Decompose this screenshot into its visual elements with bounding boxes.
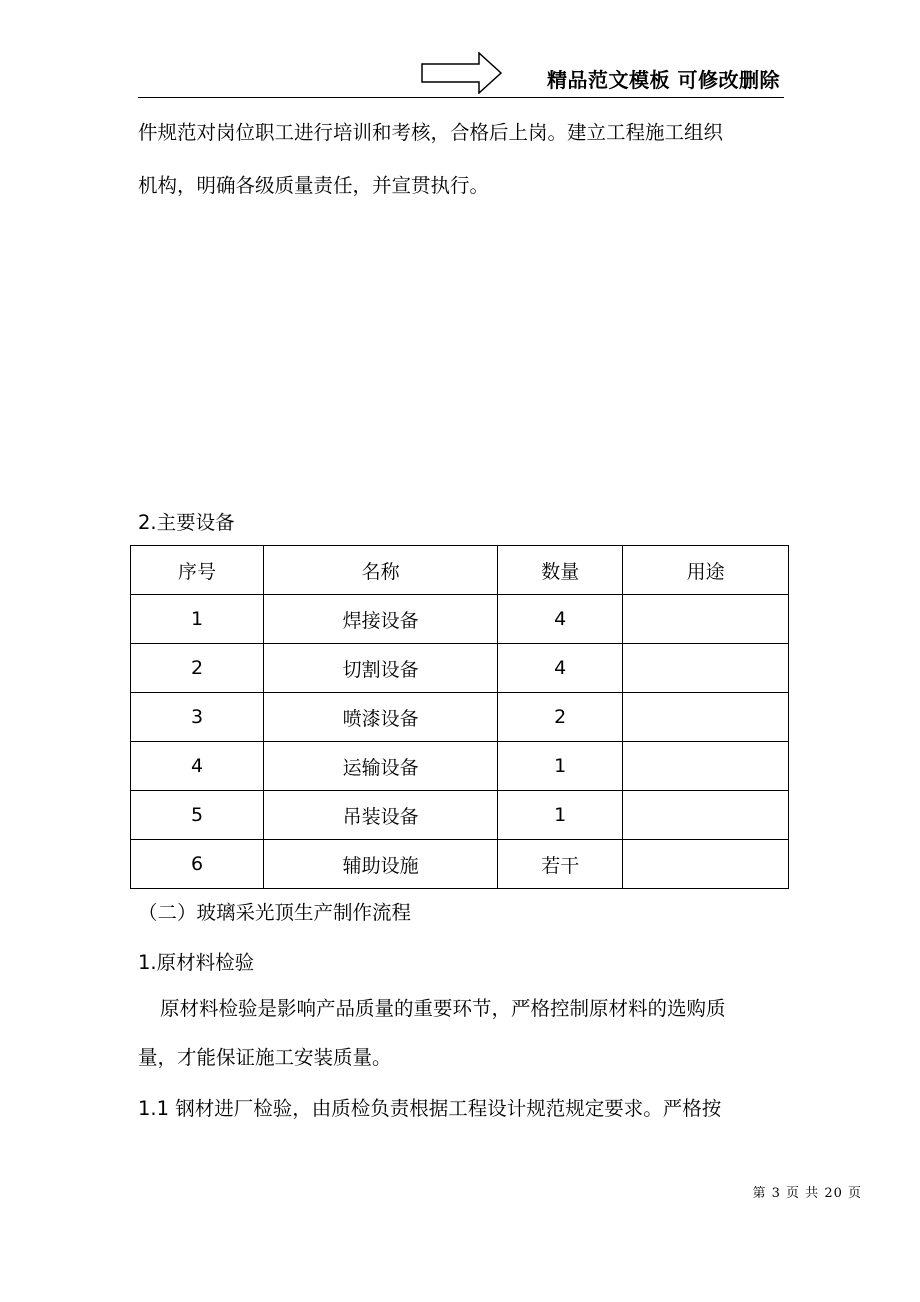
- process-sub-heading: 1.原材料检验: [138, 951, 255, 974]
- table-row: [131, 644, 789, 693]
- cell-name: 辅助设施: [264, 840, 498, 889]
- cell-use: [623, 840, 789, 889]
- table-row: [131, 840, 789, 889]
- header-title: 精品范文模板 可修改删除: [547, 68, 780, 92]
- body-line-1: 件规范对岗位职工进行培训和考核，合格后上岗。建立工程施工组织: [138, 121, 724, 144]
- cell-qty: 1: [498, 791, 623, 840]
- process-para-line-2: 量，才能保证施工安装质量。: [138, 1046, 392, 1069]
- header-divider: [138, 97, 784, 98]
- process-item-1-1: 1.1 钢材进厂检验，由质检负责根据工程设计规范规定要求。严格按: [138, 1097, 722, 1120]
- cell-no: 4: [131, 742, 264, 791]
- table-row: [131, 693, 789, 742]
- cell-no: 3: [131, 693, 264, 742]
- cell-qty: 4: [498, 595, 623, 644]
- cell-use: [623, 742, 789, 791]
- equipment-heading: 2.主要设备: [138, 511, 235, 534]
- equipment-table: [130, 545, 789, 889]
- cell-qty: 2: [498, 693, 623, 742]
- table-row: [131, 595, 789, 644]
- column-header-name: 名称: [264, 546, 498, 595]
- column-header-no: 序号: [131, 546, 264, 595]
- cell-use: [623, 693, 789, 742]
- cell-use: [623, 644, 789, 693]
- process-heading: （二）玻璃采光顶生产制作流程: [138, 901, 412, 924]
- right-arrow-icon: [421, 52, 503, 94]
- cell-name: 焊接设备: [264, 595, 498, 644]
- cell-use: [623, 791, 789, 840]
- cell-name: 切割设备: [264, 644, 498, 693]
- cell-no: 6: [131, 840, 264, 889]
- cell-no: 1: [131, 595, 264, 644]
- cell-name: 运输设备: [264, 742, 498, 791]
- page-header: [138, 50, 784, 98]
- cell-name: 吊装设备: [264, 791, 498, 840]
- table-header-row: [131, 546, 789, 595]
- table-row: [131, 742, 789, 791]
- column-header-qty: 数量: [498, 546, 623, 595]
- column-header-use: 用途: [623, 546, 789, 595]
- cell-name: 喷漆设备: [264, 693, 498, 742]
- cell-qty: 1: [498, 742, 623, 791]
- cell-qty: 若干: [498, 840, 623, 889]
- process-para-line-1: 原材料检验是影响产品质量的重要环节，严格控制原材料的选购质: [160, 997, 726, 1020]
- table-row: [131, 791, 789, 840]
- body-line-2: 机构，明确各级质量责任，并宣贯执行。: [138, 174, 490, 197]
- cell-use: [623, 595, 789, 644]
- page-number: 第 3 页 共 20 页: [752, 1186, 862, 1201]
- cell-no: 2: [131, 644, 264, 693]
- cell-no: 5: [131, 791, 264, 840]
- cell-qty: 4: [498, 644, 623, 693]
